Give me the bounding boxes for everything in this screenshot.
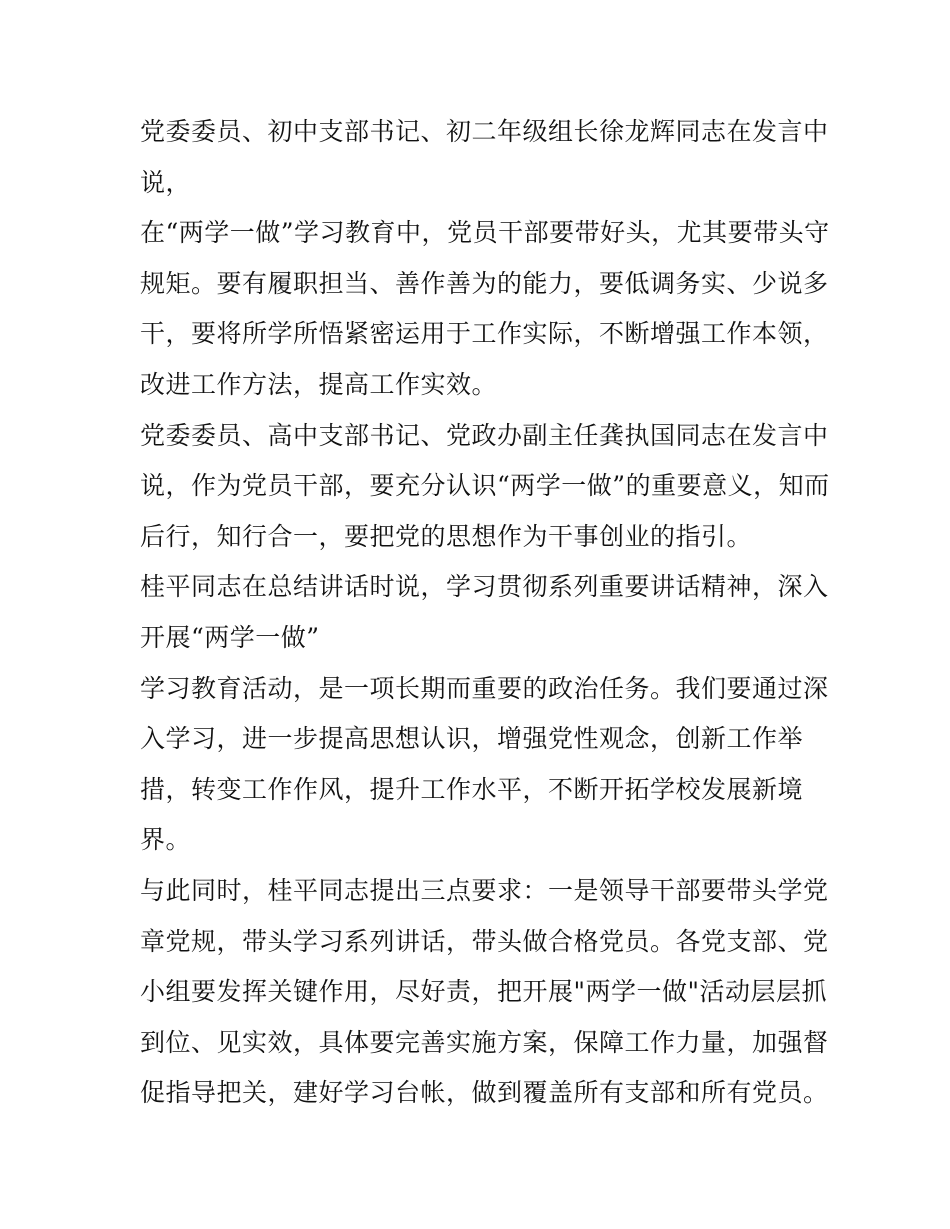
text-line: 与此同时，桂平同志提出三点要求：一是领导干部要带头学党 xyxy=(140,875,829,905)
text-line: 桂平同志在总结讲话时说，学习贯彻系列重要讲话精神，深入 xyxy=(140,572,829,602)
text-line: 章党规，带头学习系列讲话，带头做合格党员。各党支部、党 xyxy=(140,926,829,956)
text-line: 说， xyxy=(140,167,192,197)
text-line: 规矩。要有履职担当、善作善为的能力，要低调务实、少说多 xyxy=(140,268,829,298)
text-line: 开展“两学一做” xyxy=(140,622,320,652)
body-text xyxy=(140,107,830,1119)
text-line: 小组要发挥关键作用，尽好责，把开展"两学一做"活动层层抓 xyxy=(140,977,828,1007)
text-line: 说，作为党员干部，要充分认识“两学一做”的重要意义，知而 xyxy=(140,471,830,501)
text-line: 促指导把关，建好学习台帐，做到覆盖所有支部和所有党员。 xyxy=(140,1078,829,1108)
text-line: 入学习，进一步提高思想认识，增强党性观念，创新工作举 xyxy=(140,724,804,754)
text-line: 界。 xyxy=(140,825,192,855)
text-line: 党委委员、初中支部书记、初二年级组长徐龙辉同志在发言中 xyxy=(140,117,829,146)
text-line: 学习教育活动，是一项长期而重要的政治任务。我们要通过深 xyxy=(140,673,829,703)
text-line: 改进工作方法，提高工作实效。 xyxy=(140,369,498,399)
text-line: 后行，知行合一，要把党的思想作为干事创业的指引。 xyxy=(140,521,753,551)
text-line: 到位、见实效，具体要完善实施方案，保障工作力量，加强督 xyxy=(140,1027,829,1057)
text-line: 干，要将所学所悟紧密运用于工作实际，不断增强工作本领， xyxy=(140,319,829,349)
text-line: 措，转变工作作风，提升工作水平，不断开拓学校发展新境 xyxy=(140,774,804,804)
text-line: 在“两学一做”学习教育中，党员干部要带好头，尤其要带头守 xyxy=(140,218,830,248)
text-line: 党委委员、高中支部书记、党政办副主任龚执国同志在发言中 xyxy=(140,420,829,450)
